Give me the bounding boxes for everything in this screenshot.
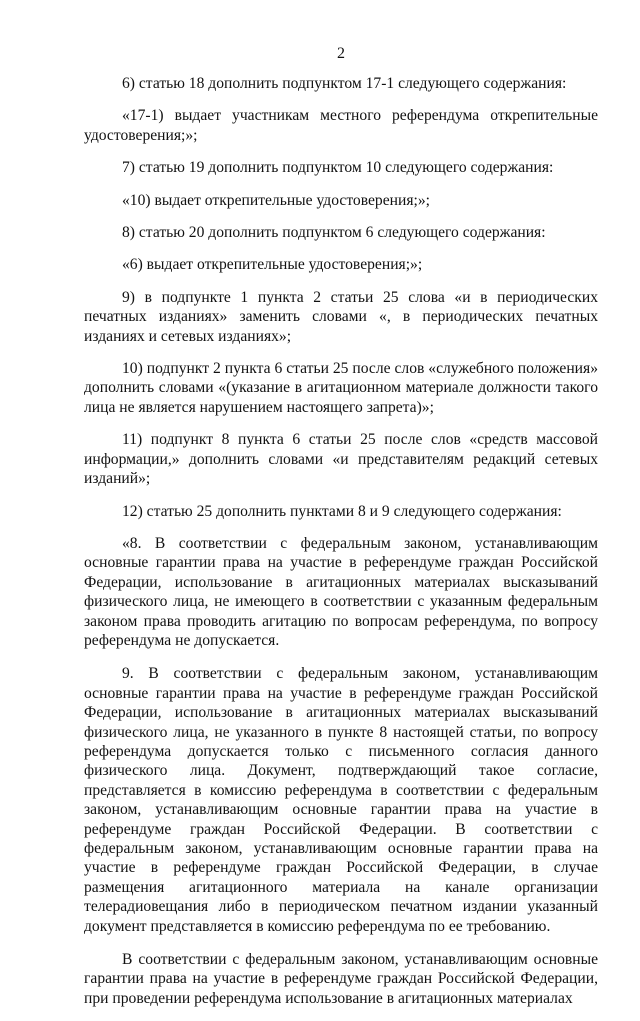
paragraph-11: «8. В соответствии с федеральным законом, устанавливающим основные гарантии права на участие в референдуме граждан Российской Федерации, использование в агитационных материалах высказываний физического лица, не имеющего в соответствии с указанным федеральным законом права проводить агитацию по вопросам референдума, по вопросу референдума не допускается. [84, 534, 598, 649]
paragraph-7: 9) в подпункте 1 пункта 2 статьи 25 слова «и в периодических печатных изданиях» заменить словами «, в периодических печатных изданиях и сетевых изданиях»; [84, 288, 598, 345]
paragraph-5: 8) статью 20 дополнить подпунктом 6 следующего содержания: [122, 224, 546, 242]
paragraph-2: «17-1) выдает участникам местного референдума открепительные удостоверения;»; [84, 107, 598, 144]
paragraph-13: В соответствии с федеральным законом, устанавливающим основные гарантии права на участие в референдуме граждан Российской Федерации, при проведении референдума использование в агитационных материалах [84, 951, 598, 1007]
paragraph-9: 11) подпункт 8 пункта 6 статьи 25 после слов «средств массовой информации,» дополнить словами «и представителям редакций сетевых изданий»; [84, 431, 598, 488]
paragraph-3: 7) статью 19 дополнить подпунктом 10 следующего содержания: [122, 159, 554, 177]
document-page [84, 0, 598, 1021]
paragraph-10: 12) статью 25 дополнить пунктами 8 и 9 следующего содержания: [122, 502, 562, 520]
paragraph-1: 6) статью 18 дополнить подпунктом 17-1 следующего содержания: [122, 75, 567, 92]
paragraph-4: «10) выдает открепительные удостоверения;»; [122, 191, 430, 209]
paragraph-12: 9. В соответствии с федеральным законом, устанавливающим основные гарантии права на участие в референдуме граждан Российской Федерации, использование в агитационных материалах высказываний физического лица, не указанного в пункте 8 настоящей статьи, по вопросу референдума допускается только с письменного согласия данного физического лица. Документ, подтверждающий такое согласие, представляется в комиссию референдума в соответствии с федеральным законом, устанавливающим основные гарантии права на участие в референдуме граждан Российской Федерации. В соответствии с федеральным законом, устанавливающим основные гарантии права на участие в референдуме граждан Российской Федерации, в случае размещения агитационного материала на канале организации телерадиовещания либо в периодическом печатном издании указанный документ представляется в комиссию референдума по ее требованию. [84, 665, 598, 935]
paragraph-6: «6) выдает открепительные удостоверения;»; [122, 256, 423, 274]
paragraph-8: 10) подпункт 2 пункта 6 статьи 25 после слов «служебного положения» дополнить словами «(указание в агитационном материале должности такого лица не является нарушением настоящего запрета)»; [84, 360, 598, 416]
page-number: 2 [337, 45, 345, 62]
